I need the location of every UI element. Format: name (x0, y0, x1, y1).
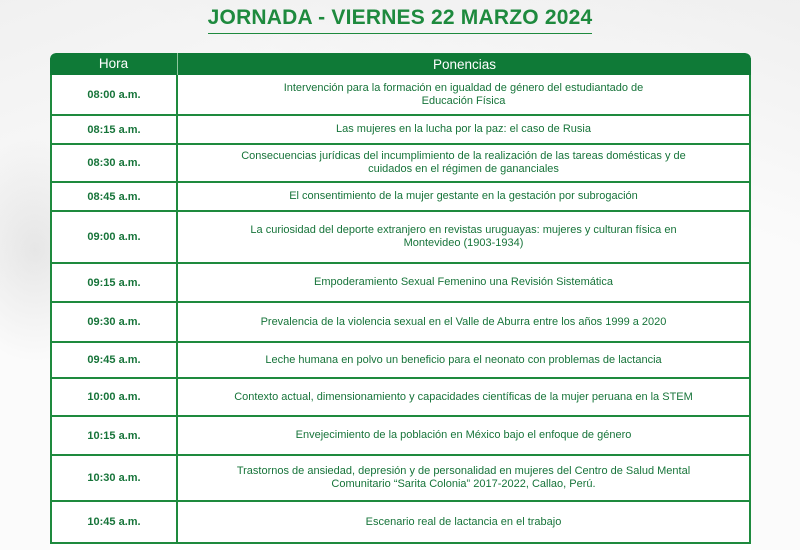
row-talk-title: Trastornos de ansiedad, depresión y de personalidad en mujeres del Centro de Salud Mental Comunitario “Sarita Colonia” 2017-2022, Callao, Perú. (236, 465, 691, 490)
row-talk-title: Intervención para la formación en igualdad de género del estudiantado de Educación Física (283, 81, 644, 107)
row-time: 10:45 a.m. (52, 502, 178, 542)
page-title: JORNADA - VIERNES 22 MARZO 2024 (208, 6, 593, 34)
row-talk-title: Consecuencias jurídicas del incumplimiento de la realización de las tareas domésticas y de cuidados en el régimen de gananciales (241, 150, 686, 175)
row-time: 08:45 a.m. (52, 183, 178, 210)
column-header-hora: Hora (50, 53, 178, 75)
table-body (50, 75, 751, 544)
table-row (52, 343, 749, 379)
table-row (52, 75, 749, 116)
table-row (52, 456, 749, 502)
table-row (52, 183, 749, 212)
row-time: 10:15 a.m. (52, 417, 178, 454)
column-header-ponencias: Ponencias (432, 56, 497, 72)
row-time: 10:30 a.m. (52, 456, 178, 500)
table-row (52, 303, 749, 343)
row-talk-title: La curiosidad del deporte extranjero en revistas uruguayas: mujeres y culturan física en Montevideo (1903-1934) (250, 224, 677, 249)
row-talk-title: Escenario real de lactancia en el trabajo (365, 515, 562, 528)
row-time: 10:00 a.m. (52, 379, 178, 415)
row-time: 08:00 a.m. (52, 75, 178, 114)
schedule-table (50, 53, 751, 550)
row-talk-title: Leche humana en polvo un beneficio para el neonato con problemas de lactancia (265, 353, 662, 366)
row-time: 09:45 a.m. (52, 343, 178, 377)
table-row (52, 145, 749, 183)
row-talk-title: Empoderamiento Sexual Femenino una Revisión Sistemática (314, 276, 613, 288)
table-row (52, 116, 749, 145)
row-time: 09:00 a.m. (52, 212, 178, 262)
row-talk-title: Envejecimiento de la población en México bajo el enfoque de género (295, 429, 632, 441)
header (0, 0, 800, 44)
row-talk-title: Las mujeres en la lucha por la paz: el caso de Rusia (336, 123, 591, 135)
row-time: 09:15 a.m. (52, 264, 178, 301)
table-row (52, 212, 749, 264)
table-row (52, 417, 749, 456)
table-header (50, 53, 751, 75)
table-row (52, 379, 749, 417)
row-time: 08:30 a.m. (52, 145, 178, 181)
table-row (52, 264, 749, 303)
row-talk-title: El consentimiento de la mujer gestante en la gestación por subrogación (289, 190, 638, 202)
table-row (52, 502, 749, 544)
row-talk-title: Contexto actual, dimensionamiento y capacidades científicas de la mujer peruana en la STEM (234, 390, 693, 403)
row-time: 08:15 a.m. (52, 116, 178, 143)
row-time: 09:30 a.m. (52, 303, 178, 341)
row-talk-title: Prevalencia de la violencia sexual en el Valle de Aburra entre los años 1999 a 2020 (260, 315, 667, 328)
